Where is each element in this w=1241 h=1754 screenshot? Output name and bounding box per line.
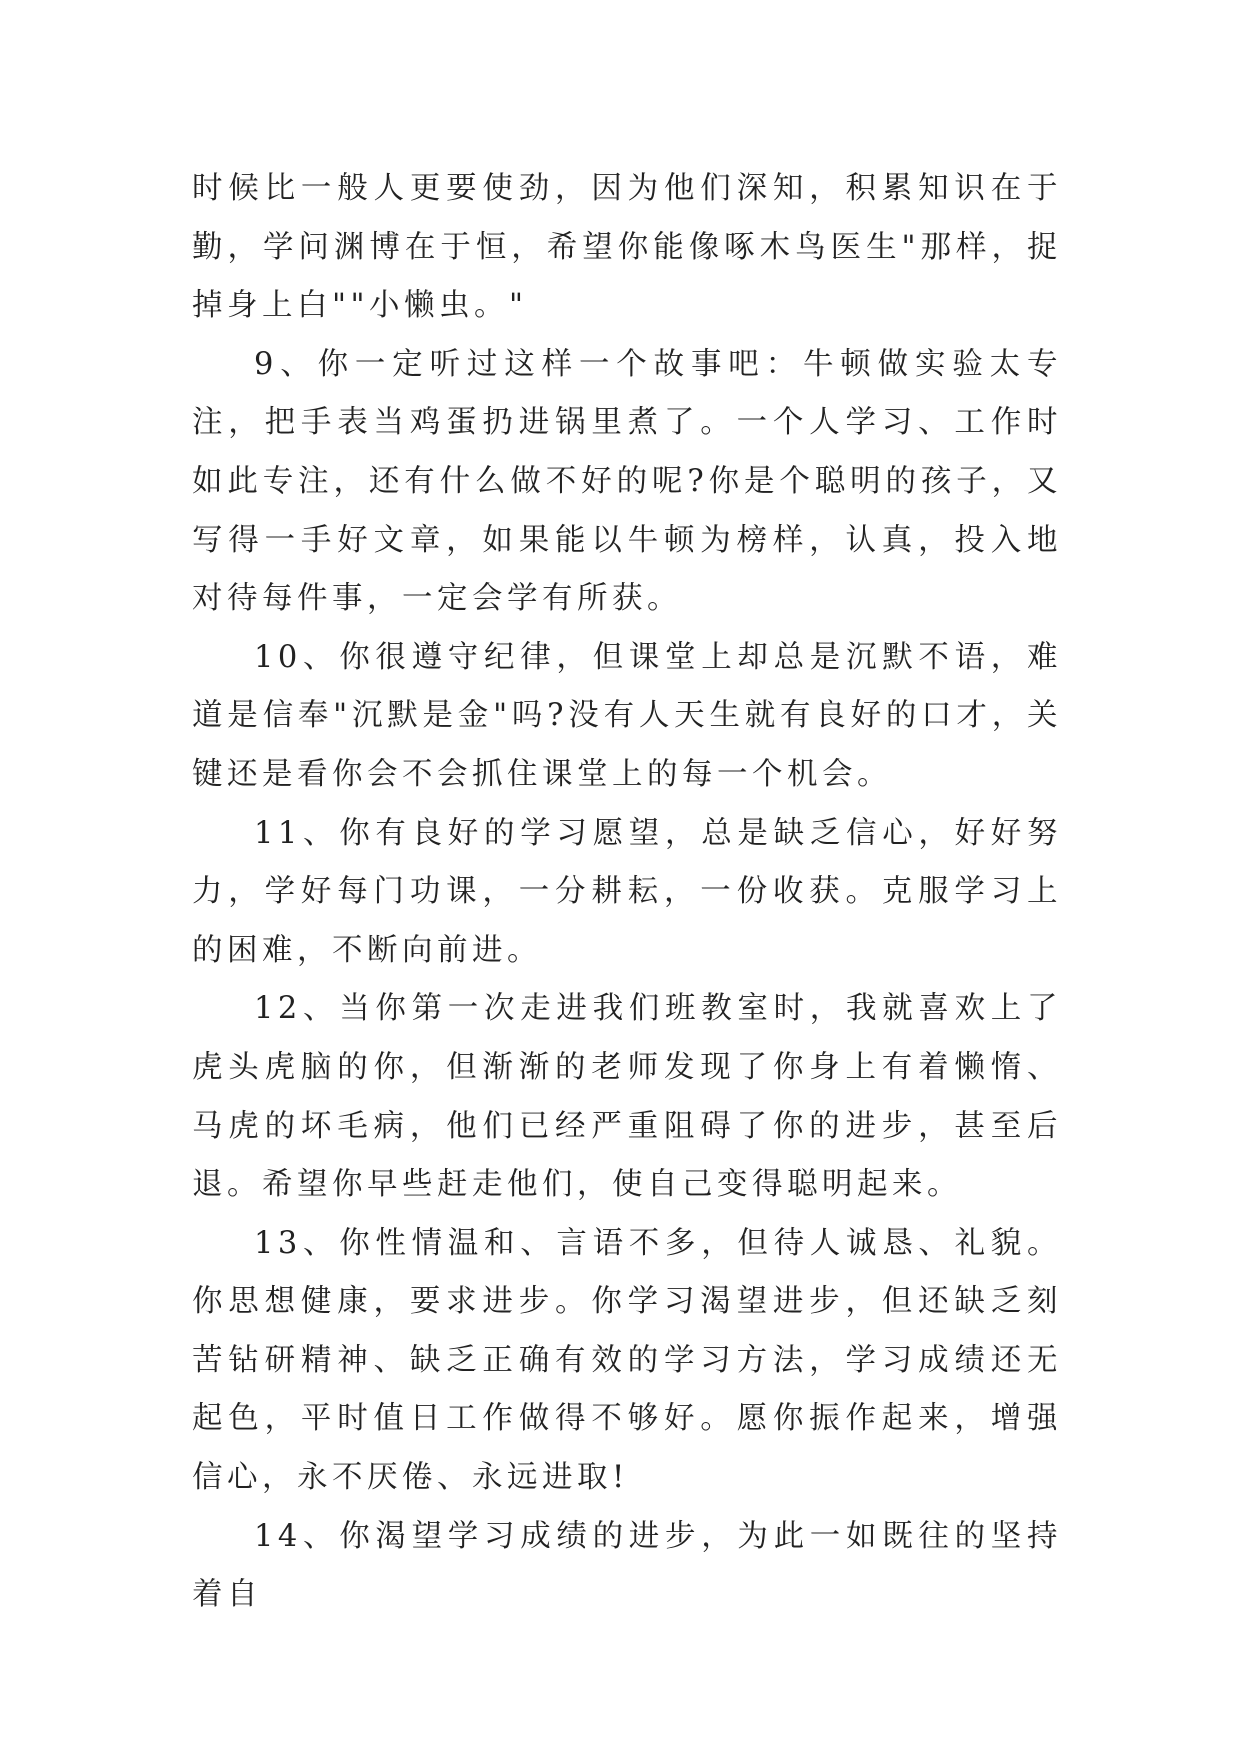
document-body (192, 160, 1062, 1625)
paragraph-continuation: 时候比一般人更要使劲，因为他们深知，积累知识在于勤，学问渊博在于恒，希望你能像啄木鸟医生"那样，捉掉身上白""小懒虫。" (192, 171, 1062, 324)
paragraph-item-14: 14、你渴望学习成绩的进步，为此一如既往的坚持着自 (192, 1518, 1062, 1613)
paragraph-item-9: 9、你一定听过这样一个故事吧：牛顿做实验太专注，把手表当鸡蛋扔进锅里煮了。一个人学习、工作时如此专注，还有什么做不好的呢?你是个聪明的孩子，又写得一手好文章，如果能以牛顿为榜样，认真，投入地对待每件事，一定会学有所获。 (192, 346, 1062, 617)
paragraph-item-10: 10、你很遵守纪律，但课堂上却总是沉默不语，难道是信奉"沉默是金"吗?没有人天生就有良好的口才，关键还是看你会不会抓住课堂上的每一个机会。 (192, 639, 1062, 792)
paragraph-item-11: 11、你有良好的学习愿望，总是缺乏信心，好好努力，学好每门功课，一分耕耘，一份收获。克服学习上的困难，不断向前进。 (192, 815, 1062, 968)
paragraph-item-12: 12、当你第一次走进我们班教室时，我就喜欢上了虎头虎脑的你，但渐渐的老师发现了你身上有着懒惰、马虎的坏毛病，他们已经严重阻碍了你的进步，甚至后退。希望你早些赶走他们，使自己变得聪明起来。 (192, 991, 1062, 1203)
paragraph-item-13: 13、你性情温和、言语不多，但待人诚恳、礼貌。你思想健康，要求进步。你学习渴望进步，但还缺乏刻苦钻研精神、缺乏正确有效的学习方法，学习成绩还无起色，平时值日工作做得不够好。愿你振作起来，增强信心，永不厌倦、永远进取! (192, 1225, 1062, 1496)
